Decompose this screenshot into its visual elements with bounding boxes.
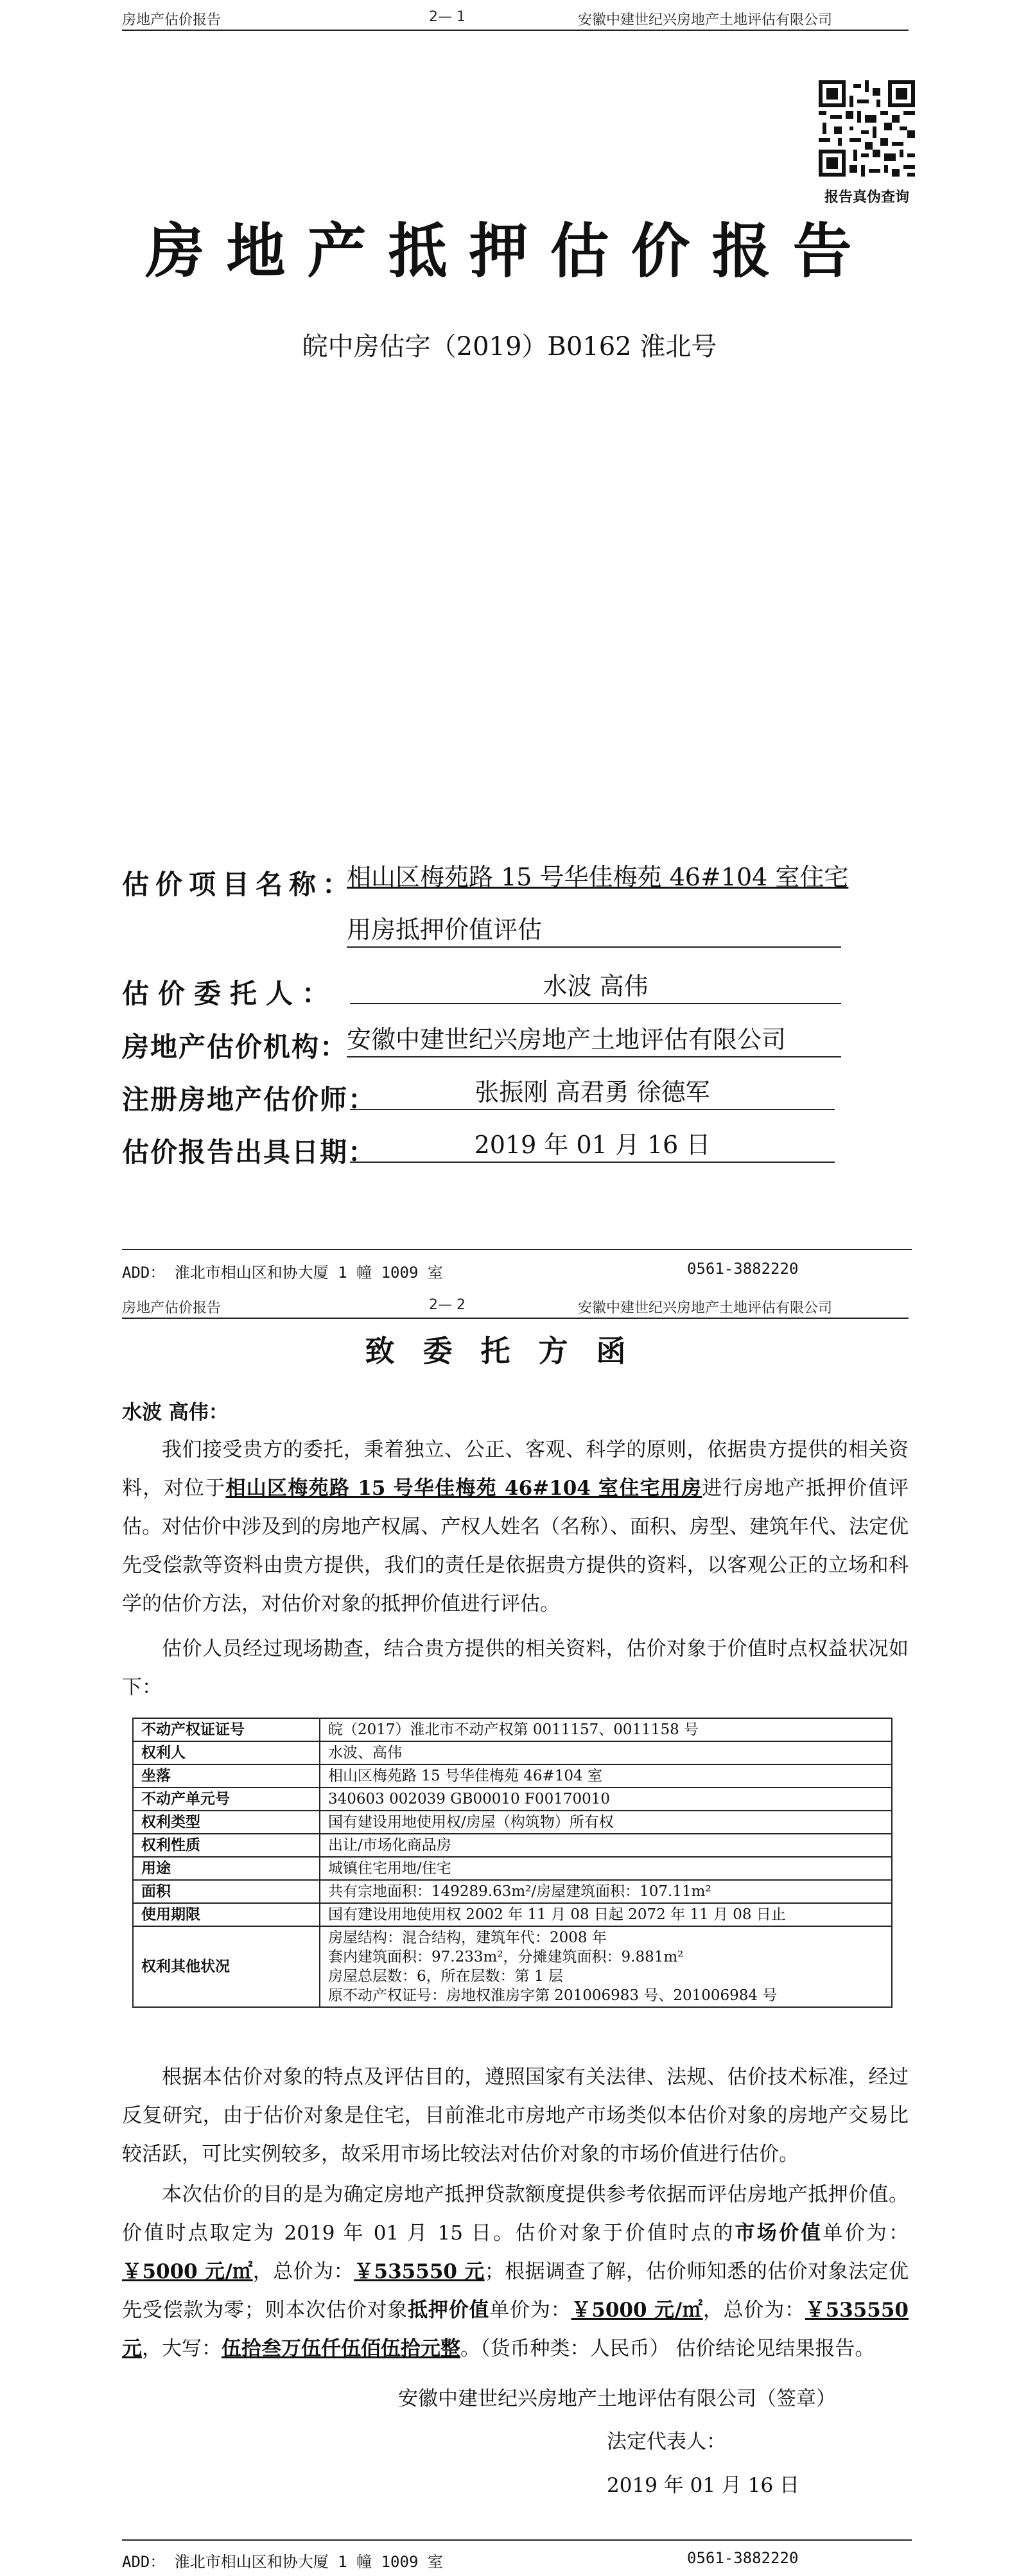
table-row xyxy=(133,1811,892,1834)
letter-title: 致委托方函 xyxy=(365,1334,654,1368)
header-rule xyxy=(122,30,909,31)
table-key: 使用期限 xyxy=(133,1903,320,1926)
table-key: 不动产权证证号 xyxy=(133,1718,320,1741)
report-date-label: 估价报告出具日期： xyxy=(122,1136,377,1168)
paragraph-2: 估价人员经过现场勘查，结合贵方提供的相关资料，估价对象于价值时点权益状况如下： xyxy=(122,1637,909,1699)
salutation: 水波 高伟： xyxy=(122,1401,229,1424)
page-header-company: 安徽中建世纪兴房地产土地评估有限公司 xyxy=(578,1300,833,1316)
client-value: 水波 高伟 xyxy=(350,970,841,1004)
page-header-left: 房地产估价报告 xyxy=(122,12,222,28)
document-number: 皖中房估字（2019）B0162 淮北号 xyxy=(302,332,717,361)
footer-address: ADD： 淮北市相山区和协大厦 1 幢 1009 室 xyxy=(122,2553,443,2571)
table-row xyxy=(133,1903,892,1926)
table-row xyxy=(133,1834,892,1857)
table-value: 相山区梅苑路 15 号华佳梅苑 46#104 室 xyxy=(320,1764,892,1788)
header-rule xyxy=(122,1318,909,1319)
paragraph-4: 本次估价的目的是为确定房地产抵押贷款额度提供参考依据而评估房地产抵押价值。价值时点取定为 2019 年 01 月 15 日。估价对象于价值时点的市场价值单价为：￥5000 元/㎡，总价为：￥535550 元；根据调查了解，估价师知悉的估价对象法定优先受偿款为零；则本次估价对象抵押价值单价为：￥5000 元/㎡，总价为：￥535550 元，大写：伍拾叁万伍仟伍佰伍拾元整。（货币种类：人民币） 估价结论见结果报告。 xyxy=(122,2183,909,2360)
table-key: 面积 xyxy=(133,1880,320,1903)
table-value: 出让/市场化商品房 xyxy=(320,1834,892,1857)
table-row xyxy=(133,1764,892,1788)
table-value: 国有建设用地使用权/房屋（构筑物）所有权 xyxy=(320,1811,892,1834)
footer-rule xyxy=(122,2539,912,2541)
table-value: 皖（2017）淮北市不动产权第 0011157、0011158 号 xyxy=(320,1718,892,1741)
rights-table xyxy=(132,1718,893,2008)
table-row xyxy=(133,1718,892,1741)
report-title: 房地产抵押估价报告 xyxy=(145,216,874,286)
table-key: 权利其他状况 xyxy=(133,1926,320,2007)
table-row xyxy=(133,1926,892,2007)
table-row xyxy=(133,1741,892,1764)
table-key: 坐落 xyxy=(133,1764,320,1788)
page-header-company: 安徽中建世纪兴房地产土地评估有限公司 xyxy=(578,12,833,28)
table-row xyxy=(133,1857,892,1880)
table-value: 房屋结构：混合结构，建筑年代：2008 年 套内建筑面积：97.233m²，分摊建筑面积：9.881m² 房屋总层数：6，所在层数：第 1 层 原不动产权证号：房地权淮房字第 201006983 号、201006984 号 xyxy=(320,1926,892,2007)
appraisers-label: 注册房地产估价师： xyxy=(122,1084,377,1115)
agency-value: 安徽中建世纪兴房地产土地评估有限公司 xyxy=(347,1023,841,1057)
table-row xyxy=(133,1788,892,1811)
table-value: 340603 002039 GB00010 F00170010 xyxy=(320,1788,892,1811)
signature-date: 2019 年 01 月 16 日 xyxy=(607,2474,800,2497)
table-value: 共有宗地面积：149289.63m²/房屋建筑面积：107.11m² xyxy=(320,1880,892,1903)
page-header-left: 房地产估价报告 xyxy=(122,1300,222,1316)
table-key: 权利人 xyxy=(133,1741,320,1764)
table-row xyxy=(133,1880,892,1903)
project-name-value-line2: 用房抵押价值评估 xyxy=(347,913,841,948)
footer-address: ADD： 淮北市相山区和协大厦 1 幢 1009 室 xyxy=(122,1264,443,1282)
agency-label: 房地产估价机构： xyxy=(122,1031,349,1063)
company-signature: 安徽中建世纪兴房地产土地评估有限公司（签章） xyxy=(398,2387,836,2410)
qr-code-icon[interactable] xyxy=(819,80,915,177)
page-header-number: 2— 1 xyxy=(429,9,466,25)
footer-phone: 0561-3882220 xyxy=(687,1260,799,1278)
paragraph-3: 根据本估价对象的特点及评估目的，遵照国家有关法律、法规、估价技术标准，经过反复研究，由于估价对象是住宅，目前淮北市房地产市场类似本估价对象的房地产交易比较活跃，可比实例较多，故采用市场比较法对估价对象的市场价值进行估价。 xyxy=(122,2066,909,2166)
table-key: 权利性质 xyxy=(133,1834,320,1857)
appraisers-value: 张振刚 高君勇 徐德军 xyxy=(350,1075,835,1110)
table-value: 水波、高伟 xyxy=(320,1741,892,1764)
page-header-number: 2— 2 xyxy=(429,1297,466,1313)
footer-rule xyxy=(122,1249,912,1250)
table-key: 权利类型 xyxy=(133,1811,320,1834)
paragraph-1: 我们接受贵方的委托，秉着独立、公正、客观、科学的原则，依据贵方提供的相关资料，对位于相山区梅苑路 15 号华佳梅苑 46#104 室住宅用房进行房地产抵押价值评估。对估价中涉及到的房地产权属、产权人姓名（名称）、面积、房型、建筑年代、法定优先受偿款等资料由贵方提供，我们的责任是依据贵方提供的资料，以客观公正的立场和科学的估价方法，对估价对象的抵押价值进行评估。 xyxy=(122,1438,909,1615)
table-key: 不动产单元号 xyxy=(133,1788,320,1811)
table-value: 城镇住宅用地/住宅 xyxy=(320,1857,892,1880)
client-label: 估价委托人： xyxy=(122,978,338,1009)
footer-phone: 0561-3882220 xyxy=(687,2549,799,2567)
project-name-value-line1: 相山区梅苑路 15 号华佳梅苑 46#104 室住宅 xyxy=(347,863,849,891)
legal-representative: 法定代表人： xyxy=(607,2430,726,2453)
table-value: 国有建设用地使用权 2002 年 11 月 08 日起 2072 年 11 月 08 日止 xyxy=(320,1903,892,1926)
report-date-value: 2019 年 01 月 16 日 xyxy=(350,1128,835,1163)
project-name-label: 估价项目名称： xyxy=(122,869,356,900)
qr-caption: 报告真伪查询 xyxy=(824,189,909,205)
table-key: 用途 xyxy=(133,1857,320,1880)
